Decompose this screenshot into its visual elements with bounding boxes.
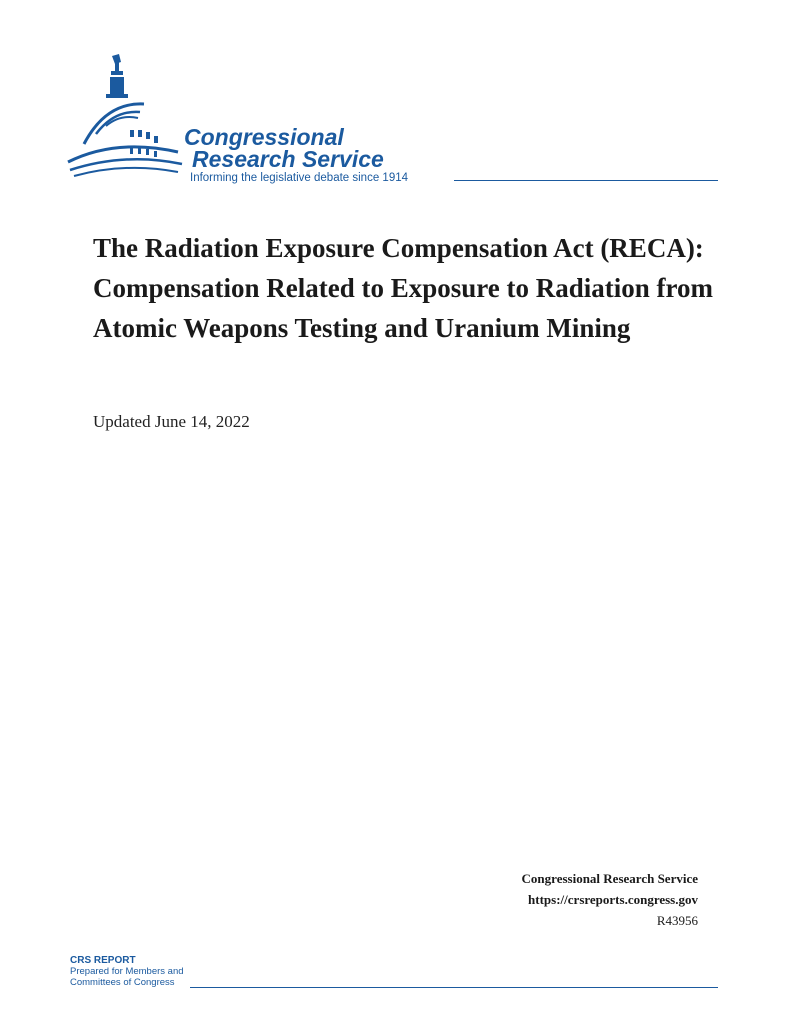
footer-line1: Prepared for Members and: [70, 966, 184, 977]
footer-rule: [190, 987, 718, 988]
org-name-line2: Research Service: [192, 146, 384, 172]
contact-block: [522, 868, 698, 931]
footer-line2: Committees of Congress: [70, 977, 175, 988]
crs-logo: [66, 52, 726, 192]
contact-org: Congressional Research Service: [521, 871, 698, 886]
footer-label: CRS REPORT: [70, 955, 136, 966]
contact-url[interactable]: https://crsreports.congress.gov: [528, 892, 698, 907]
report-number: R43956: [656, 913, 698, 928]
tagline: Informing the legislative debate since 1914: [190, 172, 409, 184]
org-name-line1: Congressional: [184, 124, 344, 150]
tagline-rule: [454, 180, 718, 181]
capitol-dome-icon: [66, 52, 186, 182]
updated-date: Updated June 14, 2022: [93, 412, 250, 431]
report-title: The Radiation Exposure Compensation Act (RECA): Compensation Related to Exposure to Radiation from Atomic Weapons Testing and Uranium Mining: [93, 233, 714, 343]
footer-block: [70, 955, 184, 988]
